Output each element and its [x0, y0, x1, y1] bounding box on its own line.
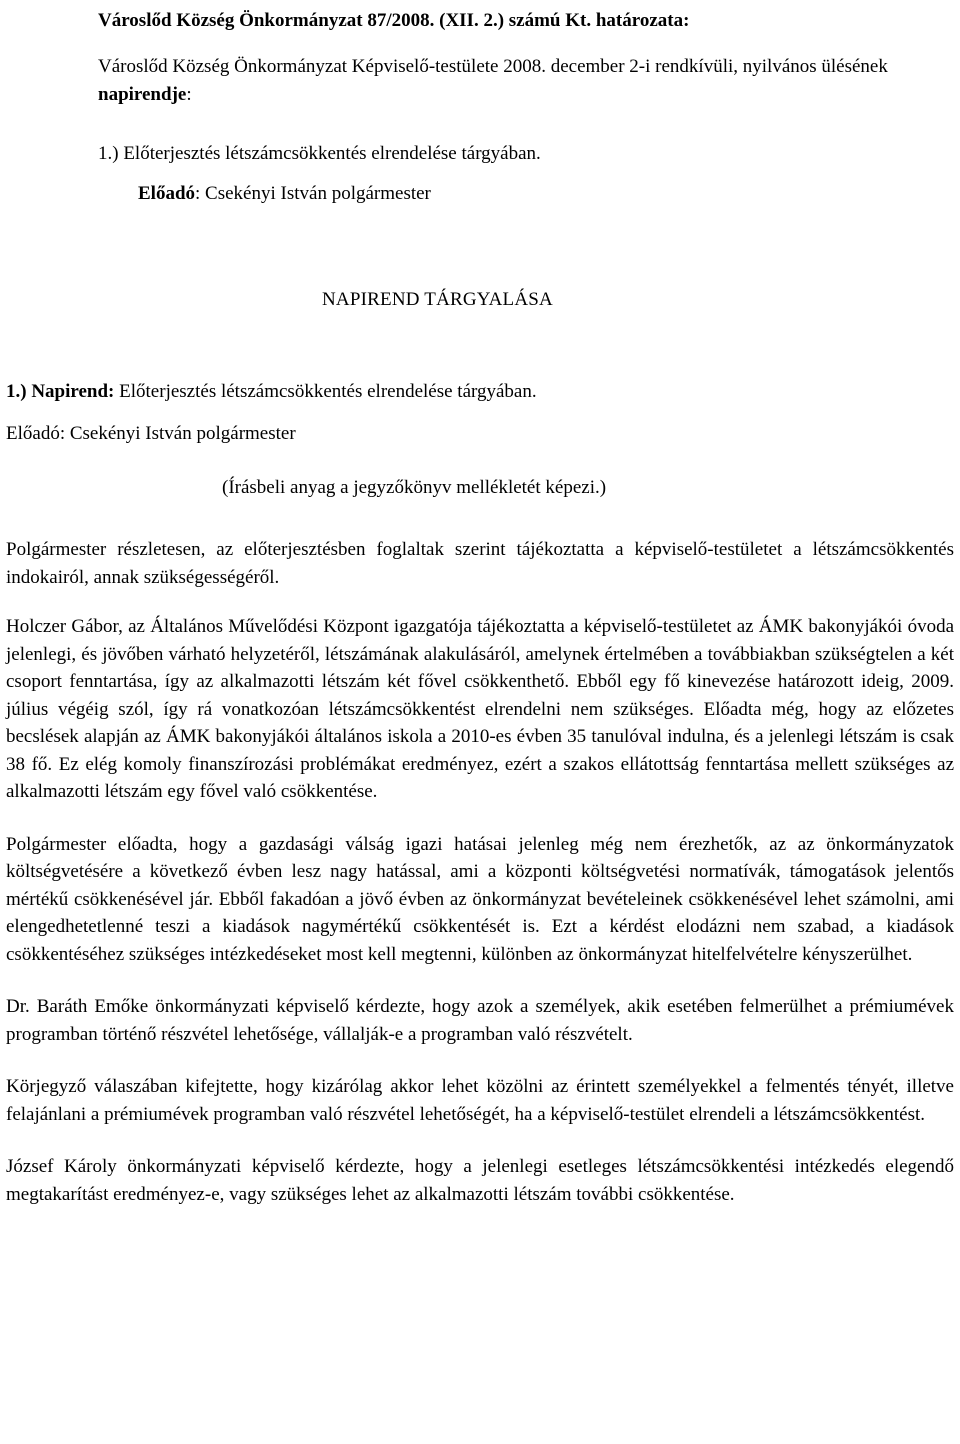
resolution-title-text: Városlőd Község Önkormányzat 87/2008. (XII. 2.) számú Kt. határozata: — [98, 10, 690, 31]
agenda-keyword: napirendje — [98, 83, 187, 105]
paragraph-jozsef-question: József Károly önkormányzati képviselő kérdezte, hogy a jelenlegi esetleges létszámcsökkentési intézkedés elegendő megtakarítást eredményez-e, vagy szükséges lehet az alkalmazotti létszám további csökkentése. — [6, 1156, 954, 1205]
paragraph-mayor-briefing: Polgármester részletesen, az előterjesztésben foglaltak szerint tájékoztatta a képviselő-testületet a létszámcsökkentés indokairól, annak szükségességéről. — [6, 539, 954, 588]
item-subject: Előterjesztés létszámcsökkentés elrendelése tárgyában. — [114, 381, 537, 402]
paragraph-mayor-crisis: Polgármester előadta, hogy a gazdasági válság igazi hatásai jelenleg még nem érezhetők, az az önkormányzatok költségvetésére a következő évben lesz nagy hatással, ami a központi költségvetési normatívák, támogatások jelentős mértékű csökkenésével jár. Ebből fakadóan a jövő évben az önkormányzat bevételeinek csökkenésével lehet számolni, ami elengedhetetlenné teszi a kiadások nagymértékű csökkentését is. Ezt a kérdést elodázni nem szabad, a kiadások csökkentéséhez szükséges intézkedéseket most kell megtenni, különben az önkormányzat hitelfelvételre kényszerülhet. — [6, 833, 954, 965]
intro-colon: : — [186, 83, 192, 105]
section-heading-text: NAPIREND TÁRGYALÁSA — [322, 289, 553, 310]
minutes-body — [6, 536, 954, 1230]
paragraph-barath-question: Dr. Baráth Emőke önkormányzati képviselő kérdezte, hogy azok a személyek, akik esetében felmerülhet a prémiumévek programban történő részvétel lehetősége, vállalják-e a programban való részvételt. — [6, 996, 954, 1045]
agenda-presenter-label: Előadó — [138, 183, 196, 204]
agenda-item-text: 1.) Előterjesztés létszámcsökkentés elrendelése tárgyában. — [98, 143, 541, 164]
agenda-item-1 — [98, 140, 541, 168]
paragraph-notary-answer: Körjegyző válaszában kifejtette, hogy kizárólag akkor lehet közölni az érintett személyekkel a felmentés tényét, illetve felajánlani a prémiumévek programban való részvétel lehetőségét, ha a képviselő-testület elrendeli a létszámcsökkentést. — [6, 1076, 954, 1125]
attachment-note-text: (Írásbeli anyag a jegyzőkönyv mellékletét képezi.) — [222, 477, 607, 498]
section-heading — [322, 286, 553, 314]
meeting-intro-text: Városlőd Község Önkormányzat Képviselő-testülete 2008. december 2-i rendkívüli, nyilvános ülésének — [98, 56, 888, 77]
discussion-presenter-text: Előadó: Csekényi István polgármester — [6, 423, 296, 444]
meeting-intro — [98, 53, 918, 108]
paragraph-holczer-report: Holczer Gábor, az Általános Művelődési Központ igazgatója tájékoztatta a képviselő-testületet az ÁMK bakonyjákói óvoda jelenlegi, és jövőben várható helyzetéről, létszámának alakulásáról, amelynek értelmében a továbbiakban szükségtelen a két csoport fenntartása, így az alkalmazotti létszám két fővel csökkenthető. Ebből egy fő kinevezése határozott ideig, 2009. július végéig szól, így rá vonatkozóan létszámcsökkentést elrendelni nem szükséges. Előadta még, hogy az előzetes becslések alapján az ÁMK bakonyjákói általános iskola a 2010-es évben 35 tanulóval indulna, és a jelenlegi létszám is csak 38 fő. Ez elég komoly finanszírozási problémákat eredményez, ezért a szakos ellátottság fenntartása mellett szükséges az alkalmazotti létszám egy fővel való csökkentése. — [6, 616, 954, 802]
discussion-presenter — [6, 420, 296, 448]
agenda-presenter — [138, 180, 431, 208]
item-number-label: 1.) Napirend: — [6, 381, 115, 402]
resolution-title — [98, 7, 689, 35]
agenda-presenter-name: : Csekényi István polgármester — [195, 183, 431, 204]
discussion-item-1 — [6, 378, 537, 406]
attachment-note — [222, 474, 606, 502]
